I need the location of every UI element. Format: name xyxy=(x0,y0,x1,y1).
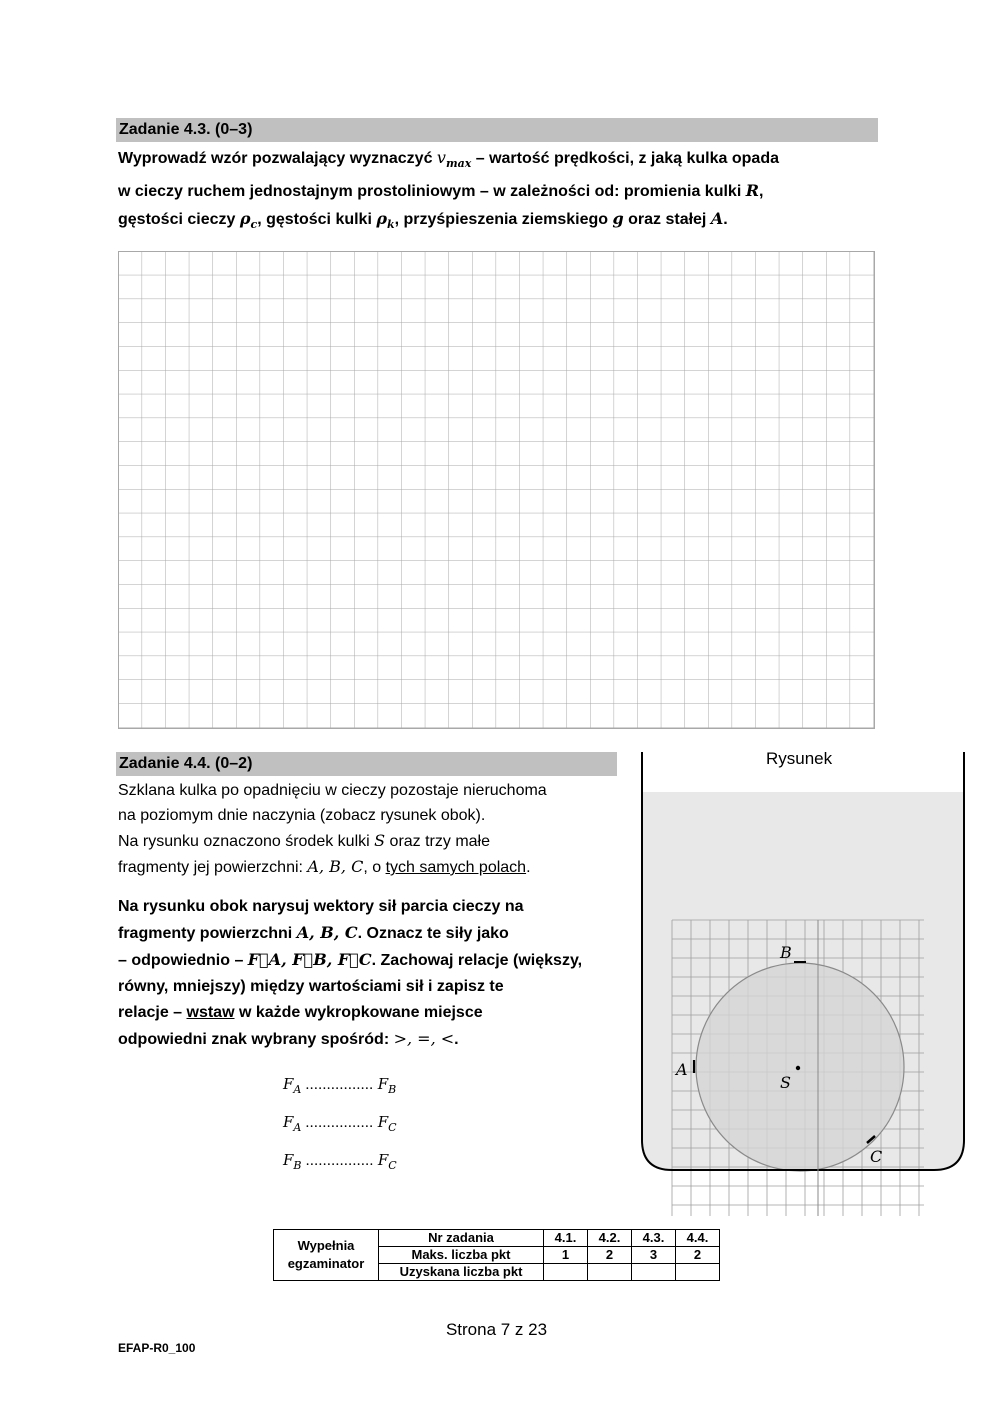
task-4-3-answer-grid[interactable] xyxy=(118,251,875,729)
obtained-4-1[interactable] xyxy=(544,1264,588,1281)
examiner-cell: Wypełnia egzaminator xyxy=(274,1230,379,1281)
page-number: Strona 7 z 23 xyxy=(445,1320,548,1339)
label-C: C xyxy=(870,1147,883,1166)
task-4-3-line-1: Wyprowadź wzór pozwalający wyznaczyć $v_{max}$ – wartość prędkości, z jaką kulka opada xyxy=(118,148,779,171)
relation-line-3[interactable]: $F_B$ ................ $F_C$ xyxy=(283,1151,397,1172)
row-label-obtained: Uzyskana liczba pkt xyxy=(379,1264,544,1281)
relation-line-2[interactable]: $F_A$ ................ $F_C$ xyxy=(283,1113,397,1134)
center-S xyxy=(796,1066,800,1070)
instr-line-3: – odpowiednio – F⃗A, F⃗B, F⃗C. Zachowaj relacje (większy, xyxy=(118,950,583,969)
answer-blank-3[interactable]: ................ xyxy=(305,1153,374,1169)
obtained-4-2[interactable] xyxy=(588,1264,632,1281)
desc-line-1: Szklana kulka po opadnięciu w cieczy pozostaje nieruchoma xyxy=(118,782,547,799)
instr-line-4: równy, mniejszy) między wartościami sił i zapisz te xyxy=(118,978,504,995)
desc-line-2: na poziomym dnie naczynia (zobacz rysunek obok). xyxy=(118,807,486,824)
task-4-4-instruction xyxy=(118,894,628,1053)
instr-line-2: fragmenty powierzchni A, B, C. Oznacz te siły jako xyxy=(118,923,509,942)
task-4-3-instruction xyxy=(118,144,888,238)
label-B: B xyxy=(780,943,792,962)
row-label-task: Nr zadania xyxy=(379,1230,544,1247)
vessel-figure[interactable] xyxy=(638,750,970,1220)
obtained-4-4[interactable] xyxy=(676,1264,720,1281)
instr-line-6: odpowiedni znak wybrany spośród: >, =, <. xyxy=(118,1029,459,1048)
task-4-3-header: Zadanie 4.3. (0–3) xyxy=(116,118,878,142)
task-4-4-description xyxy=(118,778,628,880)
score-table: Wypełnia egzaminator Nr zadania 4.1. 4.2. 4.3. 4.4. Maks. liczba pkt 1 2 3 2 Uzyskana liczba pkt xyxy=(273,1229,720,1281)
task-4-4-header: Zadanie 4.4. (0–2) xyxy=(116,752,617,776)
row-label-max: Maks. liczba pkt xyxy=(379,1247,544,1264)
relation-line-1[interactable]: $F_A$ ................ $F_B$ xyxy=(283,1075,397,1096)
figure-title: Rysunek xyxy=(766,749,833,768)
desc-line-4: fragmenty jej powierzchni: A, B, C, o tych samych polach. xyxy=(118,857,531,876)
desc-line-3: Na rysunku oznaczono środek kulki S oraz trzy małe xyxy=(118,831,491,850)
answer-blank-1[interactable]: ................ xyxy=(305,1077,374,1093)
obtained-4-3[interactable] xyxy=(632,1264,676,1281)
instr-line-5: relacje – wstaw w każde wykropkowane miejsce xyxy=(118,1004,483,1021)
glass-ball xyxy=(696,963,904,1171)
answer-blank-2[interactable]: ................ xyxy=(305,1115,374,1131)
label-S: S xyxy=(780,1073,791,1092)
task-4-3-line-2: w cieczy ruchem jednostajnym prostoliniowym – w zależności od: promienia kulki R, xyxy=(118,181,764,201)
label-A: A xyxy=(676,1060,688,1079)
instr-line-1: Na rysunku obok narysuj wektory sił parcia cieczy na xyxy=(118,898,524,915)
task-4-3-line-3: gęstości cieczy $\rho_c$, gęstości kulki $\rho_k$, przyśpieszenia ziemskiego g oraz stałej A. xyxy=(118,209,728,232)
exam-code: EFAP-R0_100 xyxy=(118,1341,196,1355)
